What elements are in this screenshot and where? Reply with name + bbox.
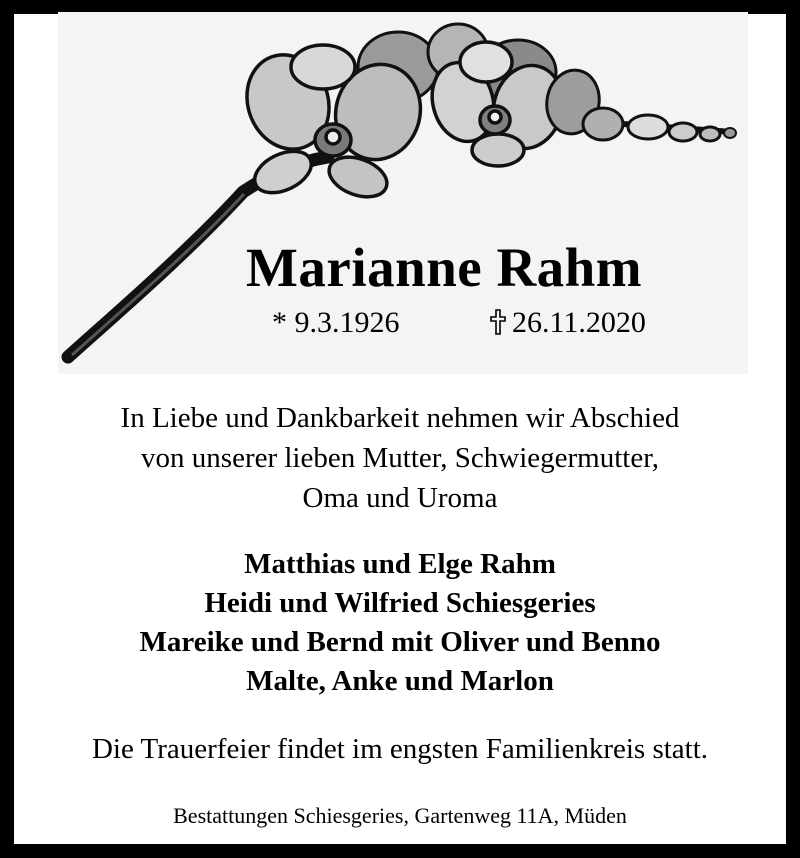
farewell-line: von unserer lieben Mutter, Schwiegermutter, <box>141 442 659 474</box>
birth-date: * 9.3.1926 <box>272 306 400 339</box>
service-note: Die Trauerfeier findet im engsten Familienkreis statt. <box>91 733 709 765</box>
mourner-line: Matthias und Elge Rahm <box>244 548 556 580</box>
farewell-text <box>14 398 786 518</box>
deceased-name: Marianne Rahm <box>246 237 643 298</box>
mourners-list <box>14 545 786 701</box>
mourner-line: Mareike und Bernd mit Oliver und Benno <box>139 626 661 658</box>
cross-icon <box>490 309 506 335</box>
farewell-line: Oma und Uroma <box>302 482 498 514</box>
mourner-line: Heidi und Wilfried Schiesgeries <box>204 587 596 619</box>
mourner-line: Malte, Anke und Marlon <box>246 665 554 697</box>
undertaker-address: Bestattungen Schiesgeries, Gartenweg 11A, Müden <box>173 803 627 828</box>
death-date: 26.11.2020 <box>512 306 646 339</box>
farewell-line: In Liebe und Dankbarkeit nehmen wir Abschied <box>120 402 680 434</box>
death-date-group <box>490 306 646 340</box>
